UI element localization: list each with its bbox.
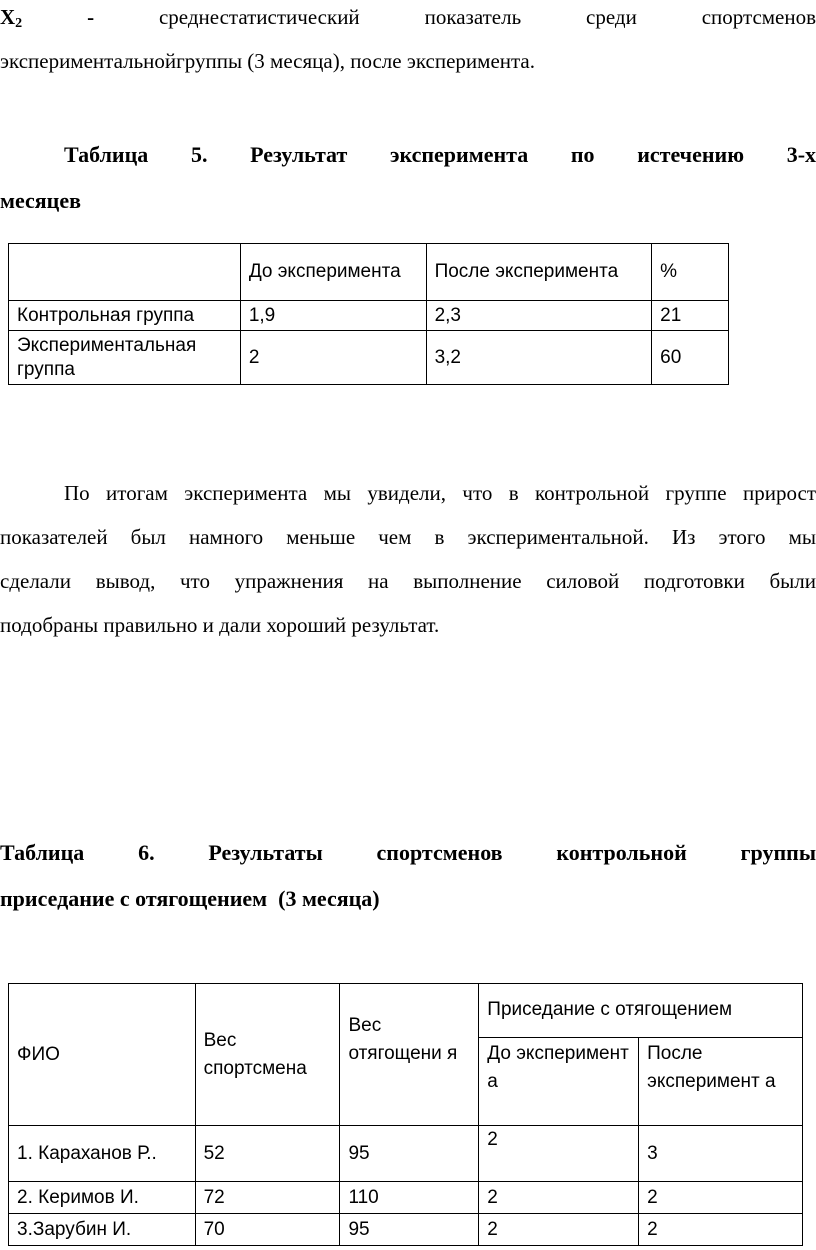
table-cell: 21 (652, 301, 729, 331)
conclusion-line-4: подобраны правильно и дали хороший результат. (0, 613, 440, 637)
table-header-cell: До эксперимента (240, 244, 426, 301)
table-cell: 3.Зарубин И. (9, 1214, 196, 1246)
table-row (9, 1182, 803, 1214)
table-header-cell: До эксперимент а (479, 1038, 639, 1126)
table5-caption-line-2: месяцев (0, 188, 82, 213)
table-row (9, 301, 729, 331)
table5-caption-line-1: Таблица 5. Результат эксперимента по истечению 3-х (64, 142, 816, 167)
table-cell: 95 (340, 1214, 479, 1246)
table6-caption-line-1: Таблица 6. Результаты спортсменов контрольной группы (0, 840, 816, 865)
table-row (9, 331, 729, 385)
table-cell: 2 (479, 1126, 639, 1182)
table-header-cell: Приседание с отягощением (479, 984, 803, 1038)
table-header-cell: Вес спортсмена (195, 984, 340, 1126)
intro-dash: - (87, 5, 95, 29)
table-cell: 3 (639, 1126, 803, 1182)
table-cell: 72 (195, 1182, 340, 1214)
table-cell: Контрольная группа (9, 301, 241, 331)
table6 (8, 983, 803, 1246)
conclusion-line-2: показателей был намного меньше чем в экспериментальной. Из этого мы (0, 525, 816, 549)
table-cell: 1,9 (240, 301, 426, 331)
conclusion-line-1: По итогам эксперимента мы увидели, что в контрольной группе прирост (64, 481, 816, 505)
table-cell: 2 (479, 1182, 639, 1214)
table-cell: 110 (340, 1182, 479, 1214)
intro-symbol: $X_2$ (0, 5, 23, 31)
table-cell: 1. Караханов Р.. (9, 1126, 196, 1182)
table-cell: 2 (639, 1214, 803, 1246)
table-cell: 2. Керимов И. (9, 1182, 196, 1214)
table-header-cell: ФИО (9, 984, 196, 1126)
table-cell: 2 (240, 331, 426, 385)
table-header-cell (9, 244, 241, 301)
conclusion-line-3: сделали вывод, что упражнения на выполнение силовой подготовки были (0, 569, 816, 593)
table-header-cell: Вес отягощени я (340, 984, 479, 1126)
table-header-cell: % (652, 244, 729, 301)
table6-caption-line-2: приседание с отягощением (3 месяца) (0, 886, 380, 911)
table-cell: 2 (479, 1214, 639, 1246)
table-header-cell: После эксперимента (426, 244, 652, 301)
table-cell: 3,2 (426, 331, 652, 385)
table5 (8, 243, 729, 385)
intro-line-2: экспериментальнойгруппы (3 месяца), после эксперимента. (0, 49, 536, 73)
intro-line-1: $X_2$ - среднестатистический показатель среди спортсменов (0, 5, 816, 31)
table-row (9, 1214, 803, 1246)
table-header-cell: После эксперимент а (639, 1038, 803, 1126)
table-cell: 70 (195, 1214, 340, 1246)
table-cell: Экспериментальная группа (9, 331, 241, 385)
table-cell: 60 (652, 331, 729, 385)
table-row (9, 244, 729, 301)
table-row (9, 984, 803, 1038)
table-cell: 2,3 (426, 301, 652, 331)
table-row (9, 1126, 803, 1182)
table-cell: 95 (340, 1126, 479, 1182)
table-cell: 52 (195, 1126, 340, 1182)
table-cell: 2 (639, 1182, 803, 1214)
